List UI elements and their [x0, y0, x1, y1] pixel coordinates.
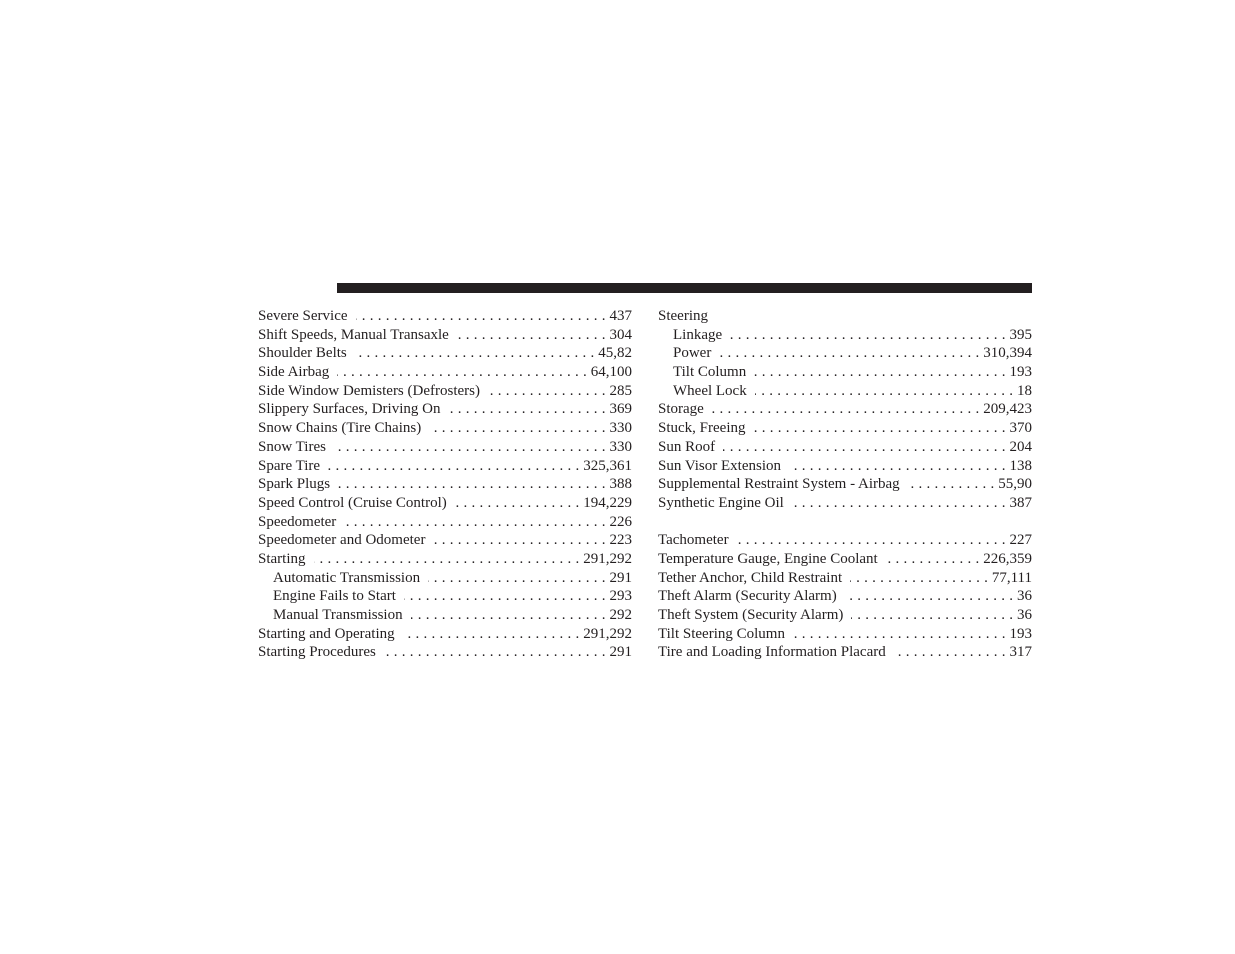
index-entry: [258, 400, 632, 419]
entry-label: Synthetic Engine Oil: [658, 494, 784, 511]
entry-label: Wheel Lock: [673, 382, 747, 399]
entry-page: 77,111: [991, 569, 1032, 586]
index-subentry: [658, 326, 1032, 345]
entry-label: Severe Service: [258, 308, 348, 324]
dot-leader: [712, 400, 979, 419]
dot-leader: [488, 382, 606, 401]
entry-page: 18: [1017, 382, 1032, 399]
index-entry: [658, 625, 1032, 644]
entry-label: Shoulder Belts: [258, 345, 347, 362]
index-entry: [258, 531, 632, 550]
dot-leader: [851, 606, 1013, 625]
index-entry: [258, 550, 632, 569]
entry-page: 388: [609, 476, 632, 493]
entry-page: 291: [609, 569, 632, 586]
entry-label: Theft System (Security Alarm): [658, 607, 844, 623]
entry-page: 226,359: [983, 550, 1032, 567]
dot-leader: [338, 475, 605, 494]
entry-page: 193: [1009, 364, 1032, 381]
entry-label: Power: [673, 345, 712, 362]
entry-label: Snow Tires: [258, 438, 326, 455]
entry-page: 193: [1009, 625, 1032, 642]
dot-leader: [334, 438, 606, 457]
entry-page: 293: [609, 588, 632, 605]
entry-label: Linkage: [673, 326, 723, 343]
index-entry: [658, 531, 1032, 550]
dot-leader: [404, 587, 606, 606]
index-entry: [658, 569, 1032, 588]
section-gap: [658, 513, 1032, 532]
entry-page: 291,292: [583, 625, 632, 642]
entry-page: 194,229: [583, 494, 632, 511]
dot-leader: [428, 569, 605, 588]
entry-page: 310,394: [983, 345, 1032, 362]
dot-leader: [384, 643, 606, 662]
index-entry: [258, 344, 632, 363]
index-subentry: [258, 587, 632, 606]
entry-label: Tilt Column: [673, 364, 747, 381]
index-entry: [258, 326, 632, 345]
entry-label: Snow Chains (Tire Chains): [258, 420, 422, 437]
index-entry: [258, 625, 632, 644]
entry-page: 36: [1017, 607, 1032, 623]
index-heading: [658, 307, 1032, 326]
entry-page: 226: [609, 513, 632, 530]
index-entry: [658, 400, 1032, 419]
dot-leader: [737, 531, 1006, 550]
entry-page: 285: [609, 382, 632, 399]
index-entry: [658, 643, 1032, 662]
dot-leader: [754, 419, 1006, 438]
entry-page: 395: [1009, 326, 1032, 343]
index-subentry: [658, 363, 1032, 382]
entry-page: 36: [1017, 588, 1032, 605]
entry-label: Temperature Gauge, Engine Coolant: [658, 550, 878, 567]
index-column-left: [258, 307, 632, 662]
dot-leader: [448, 400, 605, 419]
entry-page: 330: [609, 438, 632, 455]
index-entry: [658, 457, 1032, 476]
entry-page: 317: [1009, 644, 1032, 661]
dot-leader: [356, 307, 606, 326]
dot-leader: [908, 475, 995, 494]
entry-label: Automatic Transmission: [273, 569, 421, 586]
index-entry: [258, 438, 632, 457]
entry-label: Tachometer: [658, 532, 729, 549]
dot-leader: [719, 344, 979, 363]
dot-leader: [457, 326, 606, 345]
dot-leader: [403, 625, 580, 644]
entry-label: Spare Tire: [258, 457, 321, 474]
dot-leader: [723, 438, 1005, 457]
entry-label: Starting and Operating: [258, 625, 395, 642]
entry-label: Shift Speeds, Manual Transaxle: [258, 326, 449, 343]
entry-label: Speedometer: [258, 513, 337, 530]
entry-label: Manual Transmission: [273, 607, 403, 623]
index-column-right: [658, 307, 1032, 662]
dot-leader: [894, 643, 1006, 662]
index-entry: [658, 475, 1032, 494]
entry-page: 292: [609, 607, 632, 623]
index-entry: [258, 494, 632, 513]
entry-page: 223: [609, 532, 632, 549]
dot-leader: [792, 494, 1006, 513]
entry-label: Slippery Surfaces, Driving On: [258, 401, 441, 418]
entry-label: Steering: [658, 308, 708, 324]
dot-leader: [850, 569, 988, 588]
entry-page: 330: [609, 420, 632, 437]
entry-label: Starting: [258, 550, 306, 567]
entry-page: 369: [609, 401, 632, 418]
entry-page: 291: [609, 644, 632, 661]
dot-leader: [314, 550, 580, 569]
entry-page: 387: [1009, 494, 1032, 511]
dot-leader: [845, 587, 1013, 606]
header-rule: [337, 283, 1032, 293]
index-entry: [658, 606, 1032, 625]
dot-leader: [337, 363, 587, 382]
entry-label: Speedometer and Odometer: [258, 532, 426, 549]
index-entry: [258, 419, 632, 438]
entry-label: Speed Control (Cruise Control): [258, 494, 447, 511]
index-entry: [258, 457, 632, 476]
index-entry: [258, 513, 632, 532]
index-entry: [658, 550, 1032, 569]
dot-leader: [455, 494, 580, 513]
entry-label: Tire and Loading Information Placard: [658, 644, 886, 661]
dot-leader: [789, 457, 1006, 476]
index-entry: [658, 419, 1032, 438]
index-subentry: [258, 606, 632, 625]
entry-label: Tilt Steering Column: [658, 625, 785, 642]
entry-label: Supplemental Restraint System - Airbag: [658, 476, 900, 493]
dot-leader: [755, 382, 1013, 401]
dot-leader: [754, 363, 1005, 382]
entry-page: 55,90: [998, 476, 1032, 493]
entry-page: 45,82: [598, 345, 632, 362]
entry-label: Side Airbag: [258, 364, 330, 381]
entry-label: Engine Fails to Start: [273, 588, 396, 605]
dot-leader: [344, 513, 605, 532]
index-entry: [258, 363, 632, 382]
dot-leader: [793, 625, 1006, 644]
index-subentry: [258, 569, 632, 588]
index-entry: [658, 438, 1032, 457]
entry-label: Tether Anchor, Child Restraint: [658, 569, 843, 586]
index-entry: [258, 382, 632, 401]
index-entry: [258, 307, 632, 326]
index-subentry: [658, 344, 1032, 363]
entry-label: Stuck, Freeing: [658, 420, 746, 437]
dot-leader: [730, 326, 1005, 345]
entry-page: 204: [1009, 438, 1032, 455]
entry-label: Sun Visor Extension: [658, 457, 781, 474]
entry-page: 209,423: [983, 401, 1032, 418]
entry-label: Storage: [658, 401, 704, 418]
entry-page: 291,292: [583, 550, 632, 567]
entry-page: 304: [609, 326, 632, 343]
index-entry: [658, 494, 1032, 513]
index-subentry: [658, 382, 1032, 401]
entry-page: 325,361: [583, 457, 632, 474]
index-entry: [258, 643, 632, 662]
dot-leader: [411, 606, 606, 625]
entry-page: 437: [609, 308, 632, 324]
dot-leader: [328, 457, 579, 476]
index-entry: [658, 587, 1032, 606]
entry-label: Spark Plugs: [258, 476, 331, 493]
entry-label: Side Window Demisters (Defrosters): [258, 382, 480, 399]
index-entry: [258, 475, 632, 494]
dot-leader: [355, 344, 595, 363]
dot-leader: [429, 419, 605, 438]
entry-page: 370: [1009, 420, 1032, 437]
entry-label: Theft Alarm (Security Alarm): [658, 588, 837, 605]
dot-leader: [433, 531, 605, 550]
entry-page: 227: [1009, 532, 1032, 549]
entry-page: 64,100: [590, 364, 632, 381]
entry-label: Sun Roof: [658, 438, 716, 455]
entry-page: 138: [1009, 457, 1032, 474]
dot-leader: [886, 550, 980, 569]
entry-label: Starting Procedures: [258, 644, 376, 661]
